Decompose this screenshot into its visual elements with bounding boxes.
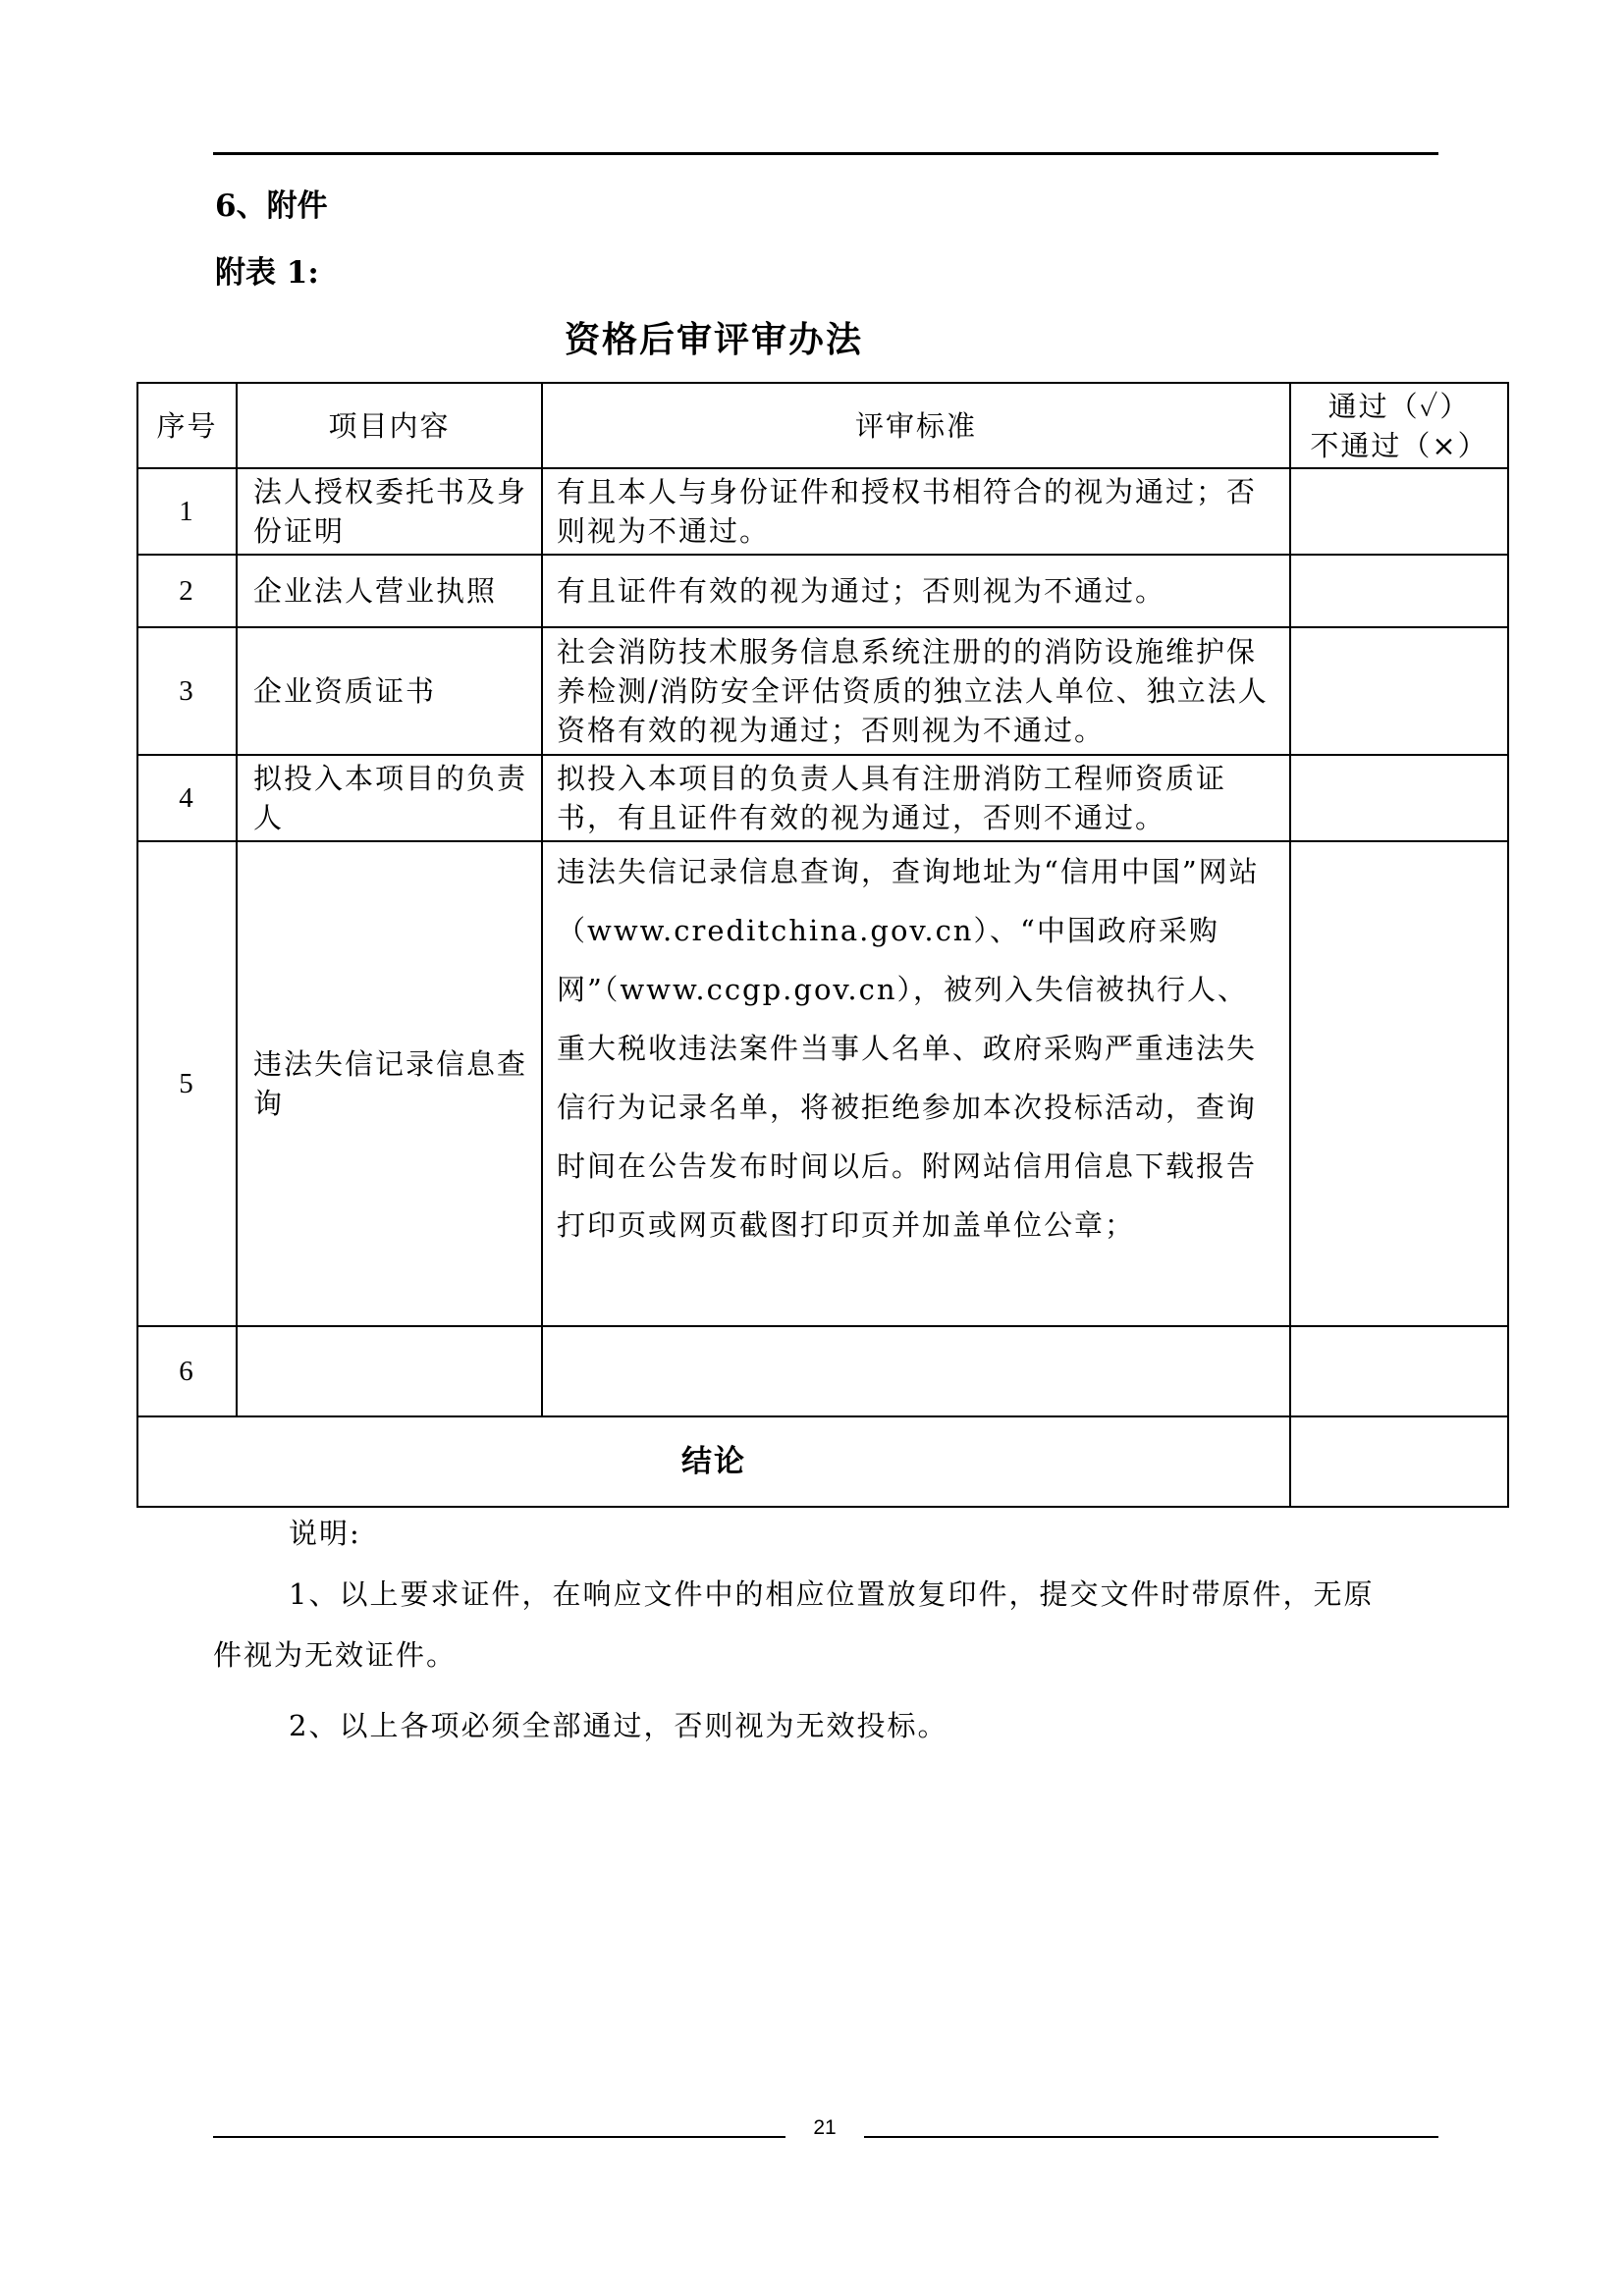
- row-result: [1290, 1326, 1508, 1416]
- note-item-1: 1、以上要求证件，在响应文件中的相应位置放复印件，提交文件时带原件，无原: [289, 1577, 1375, 1611]
- page-number: 21: [785, 2116, 864, 2140]
- conclusion-row: [137, 1416, 1508, 1507]
- review-table: [136, 382, 1509, 1508]
- row-item: 企业法人营业执照: [237, 555, 542, 627]
- row-number: 5: [137, 841, 237, 1326]
- row-item: 拟投入本项目的负责人: [237, 755, 542, 841]
- row-standard: 社会消防技术服务信息系统注册的的消防设施维护保养检测/消防安全评估资质的独立法人单位、独立法人资格有效的视为通过；否则视为不通过。: [542, 627, 1290, 755]
- table-row: [137, 1326, 1508, 1416]
- document-title: 资格后审评审办法: [564, 319, 863, 360]
- row-standard: 拟投入本项目的负责人具有注册消防工程师资质证书，有且证件有效的视为通过，否则不通过。: [542, 755, 1290, 841]
- row-number: 6: [137, 1326, 237, 1416]
- row-number: 4: [137, 755, 237, 841]
- row-item: [237, 1326, 542, 1416]
- table-row: [137, 627, 1508, 755]
- row-standard: 有且证件有效的视为通过；否则视为不通过。: [542, 555, 1290, 627]
- row-result: [1290, 841, 1508, 1326]
- note-item-2: 2、以上各项必须全部通过，否则视为无效投标。: [289, 1709, 948, 1742]
- conclusion-value: [1290, 1416, 1508, 1507]
- row-result: [1290, 755, 1508, 841]
- header-standard: 评审标准: [542, 383, 1290, 468]
- row-number: 1: [137, 468, 237, 555]
- attachment-label: 附表 1:: [215, 255, 319, 291]
- header-pass: 通过（✓）: [1327, 389, 1471, 423]
- row-item: 企业资质证书: [237, 627, 542, 755]
- row-standard: 违法失信记录信息查询，查询地址为“信用中国”网站（www.creditchina.gov.cn）、“中国政府采购网”（www.ccgp.gov.cn），被列入失信被执行人、重大税收违法案件当事人名单、政府采购严重违法失信行为记录名单，将被拒绝参加本次投标活动，查询时间在公告发布时间以后。附网站信用信息下载报告打印页或网页截图打印页并加盖单位公章；: [542, 841, 1290, 1326]
- header-fail: 不通过（×）: [1310, 428, 1489, 462]
- header-rule: [213, 152, 1438, 155]
- section-heading: 6、附件: [215, 188, 328, 224]
- conclusion-label: 结论: [137, 1416, 1290, 1507]
- header-number: 序号: [137, 383, 237, 468]
- table-row: [137, 555, 1508, 627]
- row-item: 违法失信记录信息查询: [237, 841, 542, 1326]
- row-number: 2: [137, 555, 237, 627]
- table-row: [137, 841, 1508, 1326]
- header-item: 项目内容: [237, 383, 542, 468]
- header-pass-fail: [1290, 383, 1508, 468]
- row-result: [1290, 555, 1508, 627]
- row-standard: [542, 1326, 1290, 1416]
- note-item-1-continued: 件视为无效证件。: [213, 1638, 458, 1672]
- notes-title: 说明:: [289, 1517, 361, 1550]
- row-result: [1290, 627, 1508, 755]
- table-row: [137, 468, 1508, 555]
- row-item: 法人授权委托书及身份证明: [237, 468, 542, 555]
- row-standard: 有且本人与身份证件和授权书相符合的视为通过；否则视为不通过。: [542, 468, 1290, 555]
- row-result: [1290, 468, 1508, 555]
- table-header-row: [137, 383, 1508, 468]
- row-number: 3: [137, 627, 237, 755]
- table-row: [137, 755, 1508, 841]
